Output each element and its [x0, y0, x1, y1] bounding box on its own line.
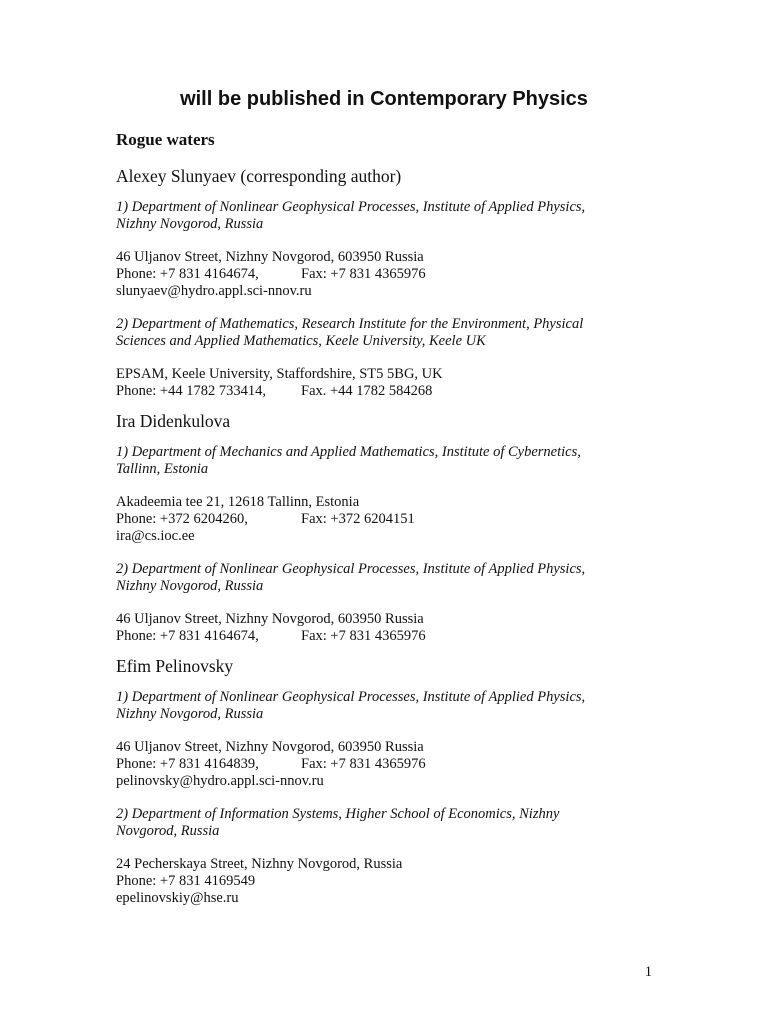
- paper-front-matter: [116, 128, 656, 907]
- phone-number: Phone: +7 831 4164674,: [116, 628, 259, 644]
- contact-block: [116, 249, 656, 300]
- phone-number: Phone: +44 1782 733414,: [116, 383, 266, 399]
- affiliation-line: Nizhny Novgorod, Russia: [116, 578, 264, 594]
- fax-number: Fax. +44 1782 584268: [301, 383, 433, 399]
- affiliation-line: 2) Department of Nonlinear Geophysical Processes, Institute of Applied Physics,: [116, 561, 586, 577]
- affiliation-line: 2) Department of Information Systems, Higher School of Economics, Nizhny: [116, 806, 560, 822]
- affiliation-line: Nizhny Novgorod, Russia: [116, 216, 264, 232]
- fax-number: Fax: +7 831 4365976: [301, 266, 426, 282]
- publication-note: will be published in Contemporary Physics: [180, 88, 588, 110]
- fax-number: Fax: +372 6204151: [301, 511, 415, 527]
- street-address: EPSAM, Keele University, Staffordshire, ST5 5BG, UK: [116, 366, 443, 382]
- contact-block: [116, 611, 656, 645]
- phone-fax-row: [116, 266, 656, 283]
- affiliation-line: 1) Department of Nonlinear Geophysical Processes, Institute of Applied Physics,: [116, 199, 586, 215]
- street-address: 46 Uljanov Street, Nizhny Novgorod, 603950 Russia: [116, 739, 424, 755]
- phone-fax-row: [116, 628, 656, 645]
- email-address: ira@cs.ioc.ee: [116, 528, 195, 544]
- contact-block: [116, 739, 656, 790]
- affiliation-line: 1) Department of Mechanics and Applied Mathematics, Institute of Cybernetics,: [116, 444, 581, 460]
- fax-number: Fax: +7 831 4365976: [301, 756, 426, 772]
- affiliation-line: 2) Department of Mathematics, Research Institute for the Environment, Physical: [116, 316, 584, 332]
- paper-title: Rogue waters: [116, 130, 215, 149]
- affiliation: [116, 444, 656, 478]
- affiliation-line: 1) Department of Nonlinear Geophysical Processes, Institute of Applied Physics,: [116, 689, 586, 705]
- affiliation: [116, 689, 656, 723]
- email-address: epelinovskiy@hse.ru: [116, 890, 239, 906]
- phone-number: Phone: +7 831 4164839,: [116, 756, 259, 772]
- affiliation: [116, 806, 656, 840]
- phone-number: Phone: +7 831 4164674,: [116, 266, 259, 282]
- fax-number: Fax: +7 831 4365976: [301, 628, 426, 644]
- email-address: slunyaev@hydro.appl.sci-nnov.ru: [116, 283, 312, 299]
- affiliation: [116, 316, 656, 350]
- contact-block: [116, 366, 656, 400]
- phone-number: Phone: +372 6204260,: [116, 511, 248, 527]
- affiliation-line: Nizhny Novgorod, Russia: [116, 706, 264, 722]
- author-name: Alexey Slunyaev (corresponding author): [116, 166, 402, 186]
- contact-block: [116, 856, 656, 907]
- affiliation-line: Tallinn, Estonia: [116, 461, 209, 477]
- page-number: 1: [644, 964, 652, 980]
- email-address: pelinovsky@hydro.appl.sci-nnov.ru: [116, 773, 324, 789]
- author-name: Efim Pelinovsky: [116, 656, 234, 676]
- phone-number: Phone: +7 831 4169549: [116, 873, 256, 889]
- phone-fax-row: [116, 756, 656, 773]
- author-name: Ira Didenkulova: [116, 411, 231, 431]
- affiliation: [116, 199, 656, 233]
- phone-fax-row: [116, 511, 656, 528]
- street-address: 46 Uljanov Street, Nizhny Novgorod, 603950 Russia: [116, 611, 424, 627]
- affiliation-line: Novgorod, Russia: [116, 823, 220, 839]
- affiliation-line: Sciences and Applied Mathematics, Keele University, Keele UK: [116, 333, 486, 349]
- street-address: Akadeemia tee 21, 12618 Tallinn, Estonia: [116, 494, 360, 510]
- street-address: 24 Pecherskaya Street, Nizhny Novgorod, Russia: [116, 856, 403, 872]
- contact-block: [116, 494, 656, 545]
- street-address: 46 Uljanov Street, Nizhny Novgorod, 603950 Russia: [116, 249, 424, 265]
- affiliation: [116, 561, 656, 595]
- phone-fax-row: [116, 383, 656, 400]
